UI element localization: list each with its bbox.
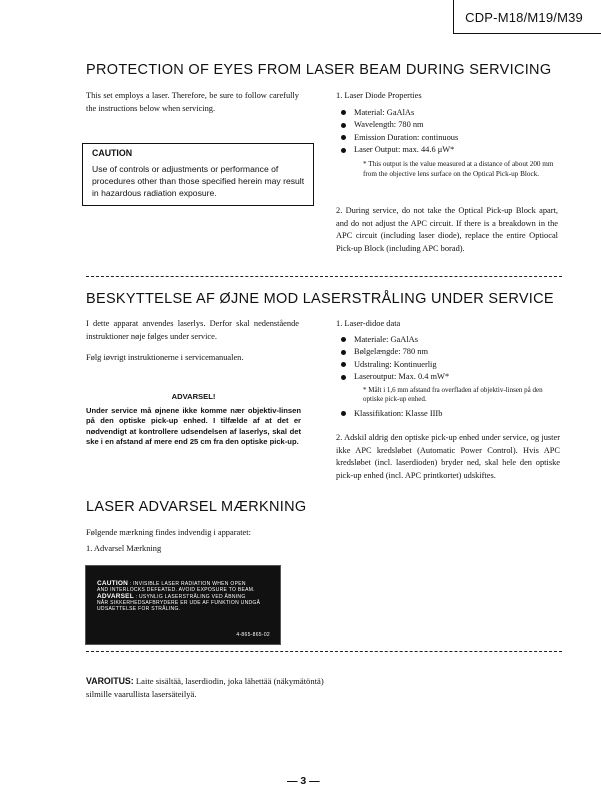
laser-warning-label [86,566,280,644]
label-advarsel-line2: NÅR SIKKERHEDSAFBRYDERE ER UDE AF FUNKTION UNDGÅ [97,600,261,606]
bullet-icon [341,350,346,355]
item1-heading-da: 1. Laser-didoe data [336,319,401,328]
list-item: Material: GaAlAs [336,107,564,120]
section3-title: LASER ADVARSEL MÆRKNING [86,499,307,515]
laser-data-list [336,334,562,384]
label-advarsel-line3: UDSAETTELSE FOR STRÅLING. [97,606,181,612]
caution-heading: CAUTION [92,148,133,158]
section1-intro: This set employs a laser. Therefore, be sure to follow carefully the instructions below when servicing. [86,91,299,113]
section3-item1: 1. Advarsel Mærkning [86,544,162,553]
output-footnote-da: * Målt i 1,6 mm afstand fra overfladen af objektiv-linsen på den optiske pick-up enhed. [363,385,543,403]
section2-intro: I dette apparat anvendes laserlys. Derfor skal nedenstående instruktioner nøje følges under service. [86,319,299,341]
list-item: Laseroutput: Max. 0.4 mW* [336,371,562,384]
list-item: Materiale: GaAlAs [336,334,562,347]
classification-list [336,408,562,421]
section2-item1 [336,318,562,420]
header-divider-vertical [453,0,454,34]
section1-item1 [336,90,564,179]
label-part-number: 4-865-865-02 [236,632,270,638]
varoitus-label: VAROITUS: [86,676,134,686]
varoitus-paragraph [86,675,336,700]
bullet-icon [341,411,346,416]
section2-title: BESKYTTELSE AF ØJNE MOD LASERSTRÅLING UNDER SERVICE [86,291,554,307]
header-divider [453,33,601,34]
section2-item2: 2. Adskil aldrig den optiske pick-up enhed under service, og juster ikke APC kredsløbet (Automatic Power Control). Hvis APC kredsløbet (incl. laserdioden) bryder ned, skal hele den optiske pick-up enhed (incl. APC printkortet) udskiftes. [336,433,560,480]
list-item: Bølgelængde: 780 nm [336,346,562,359]
label-caution-line2: AND INTERLOCKS DEFEATED. AVOID EXPOSURE TO BEAM. [97,587,255,593]
section3-intro: Følgende mærkning findes indvendig i apparatet: [86,528,251,537]
label-advarsel-row: ADVARSEL : USYNLIG LASERSTRÅLING VED ÅBNING [97,593,246,600]
bullet-icon [341,375,346,380]
output-footnote: * This output is the value measured at a distance of about 200 mm from the objective lens surface on the Optical Pick-up Block. [363,159,554,178]
bullet-icon [341,148,346,153]
section1-title: PROTECTION OF EYES FROM LASER BEAM DURING SERVICING [86,62,552,78]
section-divider [86,276,562,277]
laser-properties-list [336,107,564,157]
section-divider [86,651,562,652]
bullet-icon [341,337,346,342]
list-item: Klassifikation: Klasse IIIb [336,408,562,421]
model-number: CDP-M18/M19/M39 [465,10,583,25]
list-item: Emission Duration: continuous [336,132,564,145]
bullet-icon [341,123,346,128]
bullet-icon [341,135,346,140]
advarsel-block [86,392,301,448]
caution-box [82,143,314,206]
caution-text: Use of controls or adjustments or performance of procedures other than those specified herein may result in hazardous radiation exposure. [92,164,305,198]
section2-intro2: Følg iøvrigt instruktionerne i servicemanualen. [86,353,244,362]
page-number: — 3 — [287,775,320,787]
label-caution-row: CAUTION : INVISIBLE LASER RADIATION WHEN OPEN [97,580,246,587]
bullet-icon [341,110,346,115]
list-item: Udstraling: Kontinuerlig [336,359,562,372]
list-item: Wavelength: 780 nm [336,119,564,132]
varoitus-text: Laite sisältää, laserdiodin, joka lähettää (näkymätöntä) silmille vaarullista lasersäteilyä. [86,676,324,699]
item1-heading: 1. Laser Diode Properties [336,91,422,100]
bullet-icon [341,362,346,367]
advarsel-text: Under service må øjnene ikke komme nær objektiv-linsen på den optiske pick-up enhed. I tilfælde af at det er nødvendigt at kontrollere udsendelsen af laserlys, skal det ske i en afstand af mere end 25 cm fra den optiske pick-up. [86,405,301,446]
advarsel-heading: ADVARSEL! [171,392,216,401]
list-item: Laser Output: max. 44.6 μW* [336,144,564,157]
section1-item2: 2. During service, do not take the Optical Pick-up Block apart, and do not adjust the APC circuit. If there is a breakdown in the APC circuit (including laser diode), replace the entire Optiocal Pick-up Block (including APC borad). [336,206,558,253]
